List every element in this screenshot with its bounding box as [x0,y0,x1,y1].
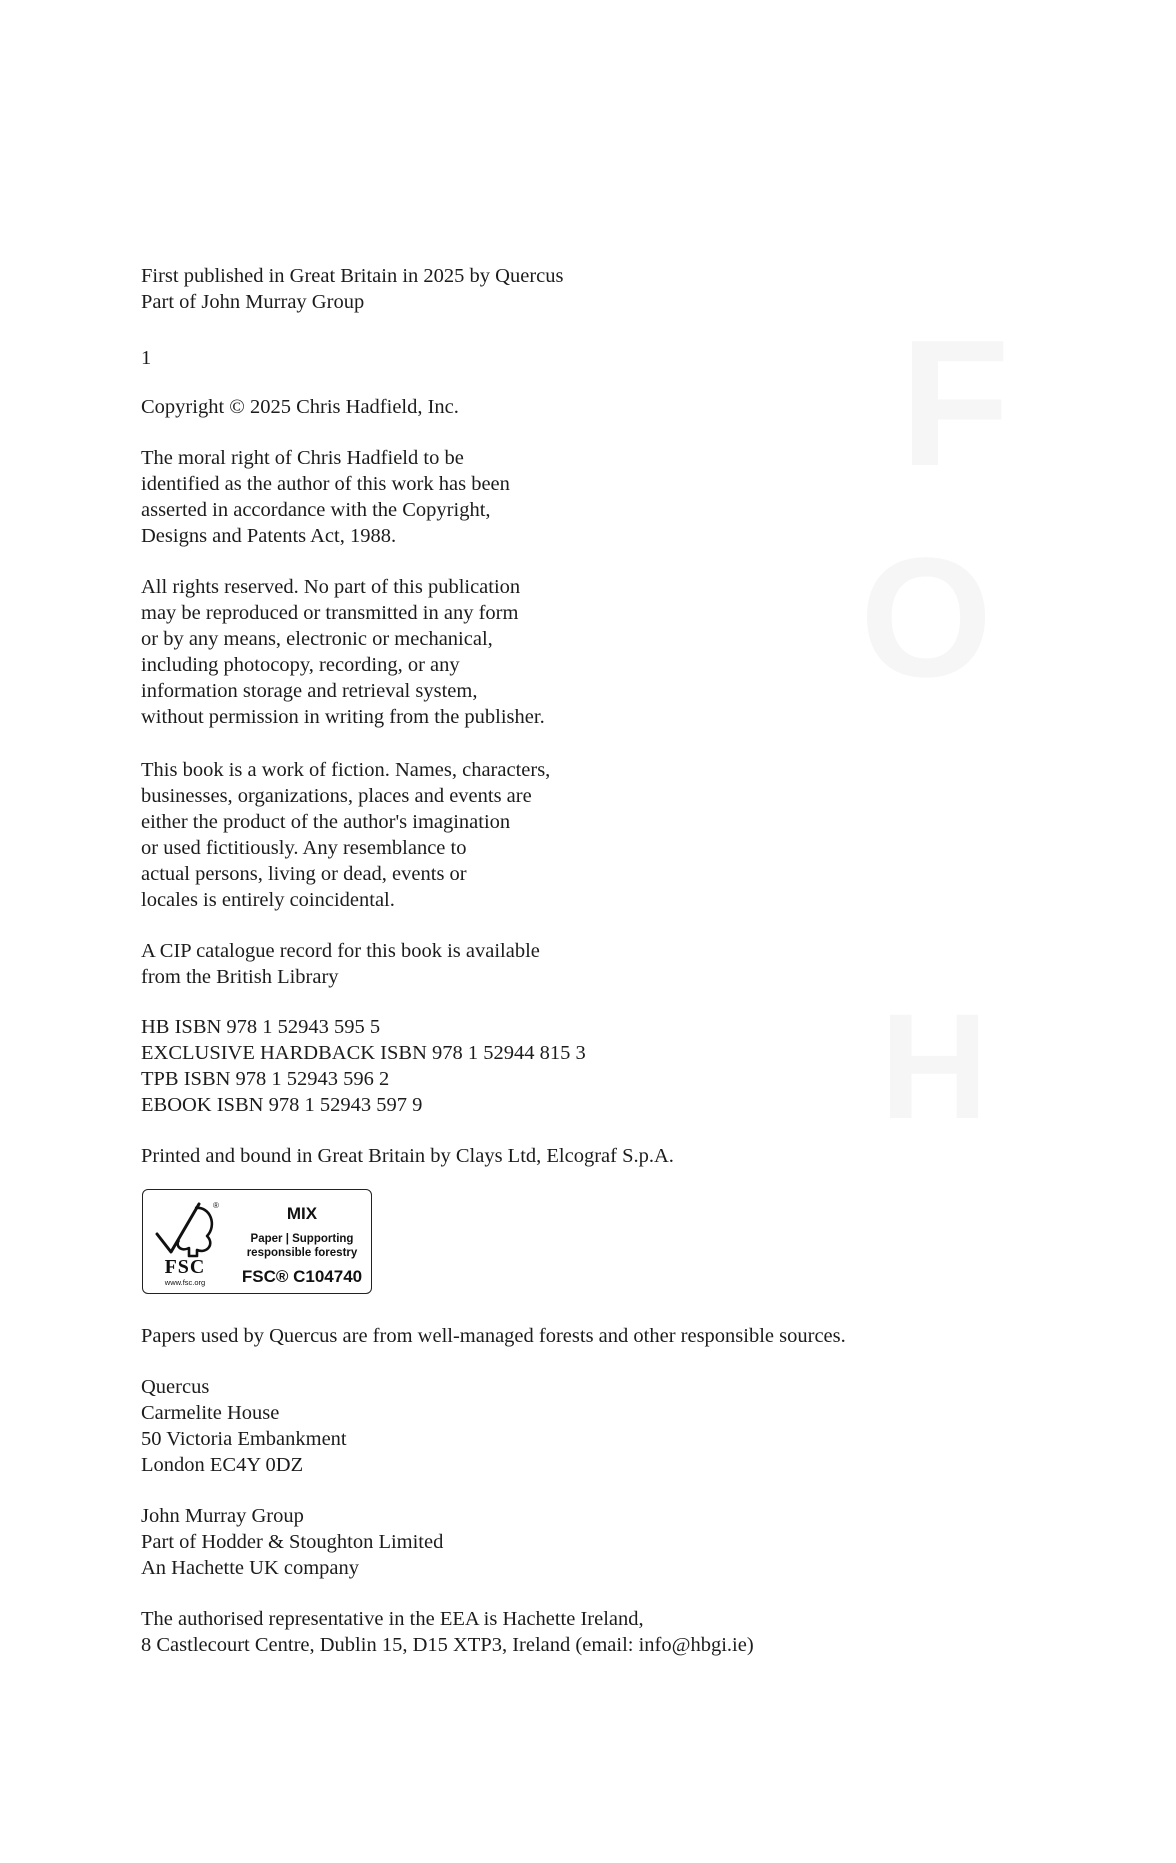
cip-paragraph [141,938,540,990]
rights-reserved-paragraph [141,574,545,730]
paragraph-line: identified as the author of this work has been [141,473,510,495]
paragraph-line: either the product of the author's imagination [141,811,511,833]
fsc-paper-line: responsible forestry [246,1247,358,1259]
paragraph-line: including photocopy, recording, or any [141,654,460,676]
fsc-wordmark: FSC [164,1256,206,1278]
fsc-tree-checkmark-icon [151,1196,221,1260]
show-through-h [880,980,988,1153]
paragraph-line: or used fictitiously. Any resemblance to [141,837,467,859]
isbn-line: EBOOK ISBN 978 1 52943 597 9 [141,1094,423,1116]
paragraph-line: may be reproduced or transmitted in any form [141,602,519,624]
isbn-line: HB ISBN 978 1 52943 595 5 [141,1016,381,1038]
paragraph-line: This book is a work of fiction. Names, characters, [141,759,551,781]
paragraph-line: All rights reserved. No part of this publication [141,576,521,598]
printer-text: Printed and bound in Great Britain by Clays Ltd, Elcograf S.p.A. [141,1145,674,1167]
group-info-line: John Murray Group [141,1505,304,1527]
paragraph-line: from the British Library [141,966,339,988]
group-info-line: Part of Hodder & Stoughton Limited [141,1531,444,1553]
address-line: Quercus [141,1376,210,1398]
paragraph-line: or by any means, electronic or mechanical, [141,628,493,650]
paragraph-line: businesses, organizations, places and events are [141,785,532,807]
fsc-mix-title: MIX [286,1204,318,1223]
fiction-notice-paragraph [141,757,550,913]
show-through-o [860,520,992,716]
eea-representative [141,1606,754,1658]
show-through-f [900,300,1010,507]
paragraph-line: actual persons, living or dead, events or [141,863,467,885]
printing-number [141,345,151,371]
eea-line: The authorised representative in the EEA is Hachette Ireland, [141,1608,644,1630]
isbn-line: TPB ISBN 978 1 52943 596 2 [141,1068,390,1090]
copyright-line [141,394,459,420]
papers-statement-text: Papers used by Quercus are from well-managed forests and other responsible sources. [141,1325,846,1347]
paragraph-line: without permission in writing from the publisher. [141,706,545,728]
paragraph-line: A CIP catalogue record for this book is available [141,940,540,962]
imprint-block [141,263,563,315]
group-info-line: An Hachette UK company [141,1557,360,1579]
paragraph-line: information storage and retrieval system, [141,680,478,702]
fsc-license-code: FSC® C104740 [241,1267,363,1286]
eea-line: 8 Castlecourt Centre, Dublin 15, D15 XTP3, Ireland (email: info@hbgi.ie) [141,1634,754,1656]
fsc-url: www.fsc.org [164,1278,206,1287]
paragraph-line: Designs and Patents Act, 1988. [141,525,397,547]
address-line: London EC4Y 0DZ [141,1454,304,1476]
fsc-paper-line: Paper | Supporting [250,1233,354,1245]
printer-line [141,1143,674,1169]
paragraph-line: The moral right of Chris Hadfield to be [141,447,464,469]
address-line: Carmelite House [141,1402,280,1424]
isbn-line: EXCLUSIVE HARDBACK ISBN 978 1 52944 815 3 [141,1042,586,1064]
first-published-line: First published in Great Britain in 2025 by Quercus [141,265,564,287]
group-line: Part of John Murray Group [141,291,365,313]
address-line: 50 Victoria Embankment [141,1428,347,1450]
paragraph-line: locales is entirely coincidental. [141,889,395,911]
fsc-paper-text [235,1232,369,1260]
copyright-text: Copyright © 2025 Chris Hadfield, Inc. [141,396,459,418]
group-info [141,1503,443,1581]
fsc-registered-mark: ® [213,1201,219,1210]
printing-number-text: 1 [141,347,152,369]
fsc-mix-label [142,1189,372,1294]
quercus-address [141,1374,347,1478]
isbn-list [141,1014,586,1118]
papers-statement [141,1323,846,1349]
moral-right-paragraph [141,445,510,549]
paragraph-line: asserted in accordance with the Copyright, [141,499,491,521]
